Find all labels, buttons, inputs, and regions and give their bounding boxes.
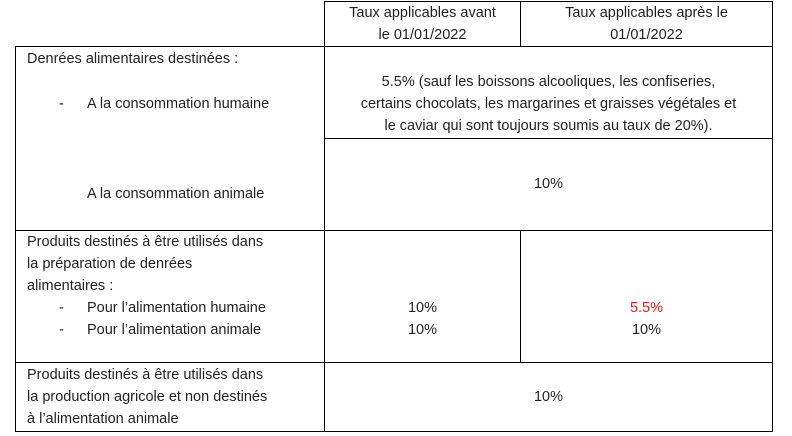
border-col-divider xyxy=(324,1,325,432)
prep-animal-after: 10% xyxy=(631,322,662,338)
border-right xyxy=(772,1,773,432)
food-label: Denrées alimentaires destinées : xyxy=(27,51,239,67)
border-header-bottom xyxy=(15,46,773,47)
prep-animal-dash: - xyxy=(59,322,64,338)
prep-animal-before: 10% xyxy=(407,322,438,338)
prep-human-dash: - xyxy=(59,300,64,316)
food-human-rate-line2: certains chocolats, les margarines et graisses végétales et xyxy=(360,96,737,112)
agri-label-line2: la production agricole et non destinés xyxy=(27,389,268,405)
border-left xyxy=(15,46,16,432)
header-before-line1: Taux applicables avant xyxy=(349,5,496,21)
prep-human-before: 10% xyxy=(407,300,438,316)
food-animal-rate: 10% xyxy=(533,176,564,192)
prep-label-line1: Produits destinés à être utilisés dans xyxy=(27,234,264,250)
agri-rate: 10% xyxy=(533,389,564,405)
border-bottom xyxy=(15,431,773,432)
border-food-inner xyxy=(324,138,773,139)
header-after-line1: Taux applicables après le xyxy=(565,5,728,21)
prep-human-label: Pour l’alimentation humaine xyxy=(87,300,266,316)
food-human-label: A la consommation humaine xyxy=(87,96,270,112)
food-animal-label: A la consommation animale xyxy=(87,186,265,202)
prep-label-line3: alimentaires : xyxy=(27,278,114,294)
agri-label-line3: à l’alimentation animale xyxy=(27,411,179,427)
prep-animal-label: Pour l’alimentation animale xyxy=(87,322,262,338)
agri-label-line1: Produits destinés à être utilisés dans xyxy=(27,367,264,383)
prep-human-after: 5.5% xyxy=(629,300,664,316)
border-prep-bottom xyxy=(15,362,773,363)
header-before-line2: le 01/01/2022 xyxy=(378,27,467,43)
food-human-rate-line1: 5.5% (sauf les boissons alcooliques, les confiseries, xyxy=(381,74,716,90)
food-human-dash: - xyxy=(59,96,64,112)
header-after-line2: 01/01/2022 xyxy=(610,27,683,43)
prep-label-line2: la préparation de denrées xyxy=(27,256,193,272)
food-human-rate-line3: le caviar qui sont toujours soumis au taux de 20%). xyxy=(384,118,713,134)
